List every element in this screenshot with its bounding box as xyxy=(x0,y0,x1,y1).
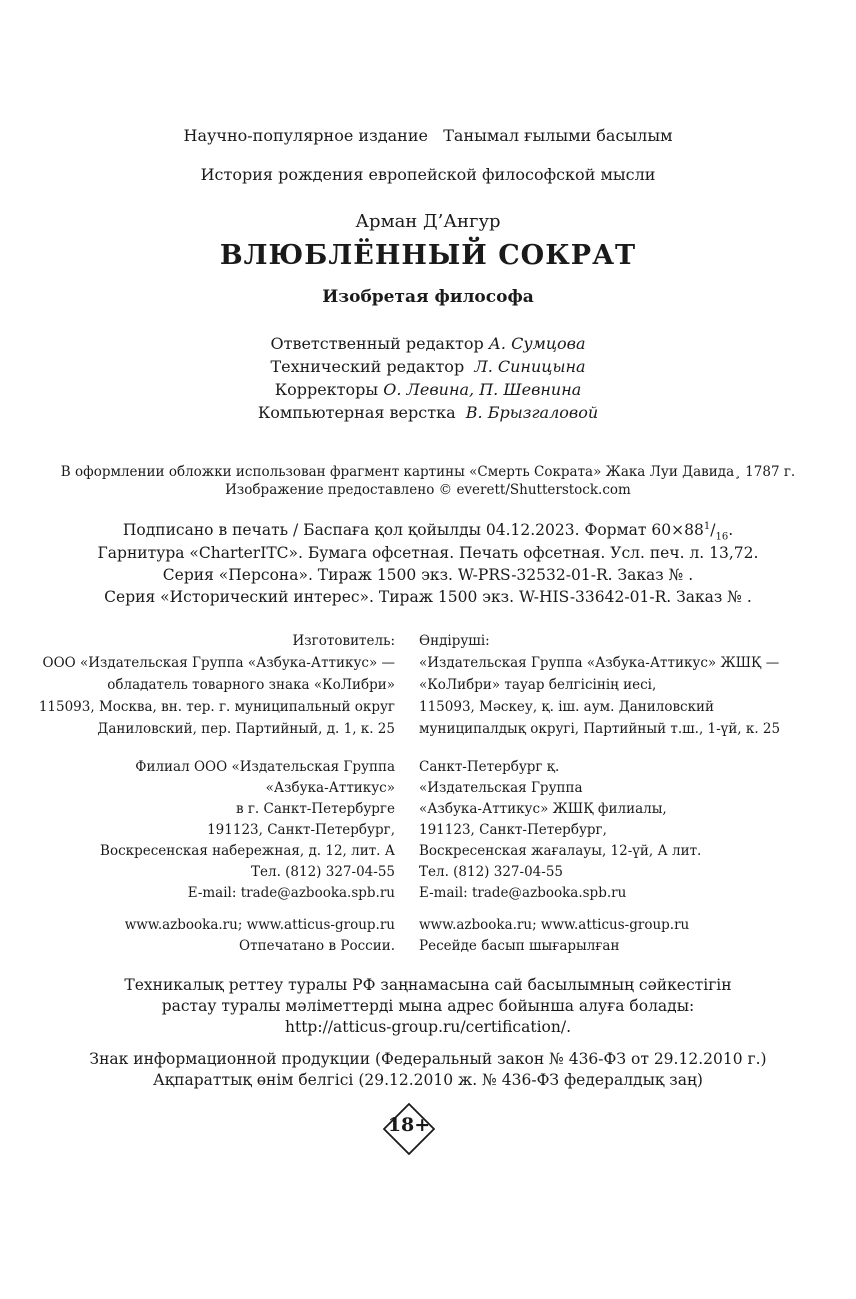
manufacturer-ru-line: обладатель товарного знака «КоЛибри» xyxy=(107,677,395,693)
branch-kz-line: Воскресенская жағалауы, 12-үй, А лит. xyxy=(419,843,702,859)
cover-note-line1: В оформлении обложки использован фрагмент картины «Смерть Сократа» Жака Луи Давида¸ 1787 г. xyxy=(60,464,796,480)
branch-kz-line: «Азбука-Аттикус» ЖШҚ филиалы, xyxy=(419,801,667,817)
info-mark-kz: Ақпараттық өнім белгісі (29.12.2010 ж. № 436-ФЗ федералдық заң) xyxy=(153,1071,703,1089)
edition-type-line xyxy=(0,126,856,145)
branch-kz-line: «Издательская Группа xyxy=(419,780,583,796)
web-kz-links[interactable]: www.azbooka.ru; www.atticus-group.ru xyxy=(419,917,690,933)
manufacturer-kz-line: 115093, Мәскеу, қ. іш. аум. Даниловский xyxy=(419,699,715,715)
manufacturer-ru-line: Даниловский, пер. Партийный, д. 1, к. 25 xyxy=(97,721,395,737)
print-line1-prefix: Подписано в печать / Баспаға қол қойылды 04.12.2023. Формат 60×88 xyxy=(122,521,704,540)
credit-line xyxy=(0,403,856,422)
branch-kz-line: Санкт-Петербург қ. xyxy=(419,759,560,775)
branch-ru-line: «Азбука-Аттикус» xyxy=(265,780,395,796)
manufacturer-kz-line: Өндіруші: xyxy=(419,633,490,649)
credit-name: В. Брызгаловой xyxy=(465,403,599,422)
manufacturer-kz-line: «Издательская Группа «Азбука-Аттикус» ЖШҚ — xyxy=(419,655,780,671)
certification-url[interactable]: http://atticus-group.ru/certification/. xyxy=(284,1018,571,1036)
branch-ru-line: 191123, Санкт-Петербург, xyxy=(207,822,395,838)
manufacturer-ru-line: Изготовитель: xyxy=(292,633,395,649)
credit-role: Технический редактор xyxy=(270,357,465,376)
credit-name: А. Сумцова xyxy=(488,334,586,353)
format-numerator: 1 xyxy=(703,521,711,532)
branch-kz-email[interactable]: E-mail: trade@azbooka.spb.ru xyxy=(419,885,627,901)
manufacturer-ru-line: ООО «Издательская Группа «Азбука-Аттикус» — xyxy=(42,655,395,671)
manufacturer-kz-line: муниципалдық округі, Партийный т.ш., 1-үй, к. 25 xyxy=(419,721,781,737)
credit-role: Ответственный редактор xyxy=(270,334,484,353)
manufacturer-kz-line: «КоЛибри» тауар белгісінің иесі, xyxy=(419,677,657,693)
print-line2: Гарнитура «CharterITC». Бумага офсетная. Печать офсетная. Усл. печ. л. 13,72. xyxy=(97,544,759,562)
branch-ru-line: Воскресенская набережная, д. 12, лит. А xyxy=(100,843,395,859)
manufacturer-ru-line: 115093, Москва, вн. тер. г. муниципальный округ xyxy=(38,699,395,715)
printed-in-ru: Отпечатано в России. xyxy=(239,938,395,954)
credit-role: Корректоры xyxy=(274,380,379,399)
credit-line xyxy=(0,380,856,399)
print-line1: Подписано в печать / Баспаға қол қойылды 04.12.2023. Формат $60\times 88^1/_{16}$. xyxy=(122,521,734,543)
book-title: ВЛЮБЛЁННЫЙ СОКРАТ xyxy=(219,240,637,271)
web-ru-links[interactable]: www.azbooka.ru; www.atticus-group.ru xyxy=(124,917,395,933)
edition-type-ru: Научно-популярное издание xyxy=(183,126,428,145)
author: Арман Д’Ангур xyxy=(355,211,501,232)
credit-line xyxy=(0,334,856,353)
print-line4: Серия «Исторический интерес». Тираж 1500 экз. W-HIS-33642-01-R. Заказ № . xyxy=(104,588,752,606)
edition-type-kz: Танымал ғылыми басылым xyxy=(443,126,673,145)
certification-line: растау туралы мәліметтерді мына адрес бойынша алуға болады: xyxy=(161,997,695,1015)
branch-ru-email[interactable]: E-mail: trade@azbooka.spb.ru xyxy=(187,885,395,901)
print-line3: Серия «Персона». Тираж 1500 экз. W-PRS-32532-01-R. Заказ № . xyxy=(162,566,694,584)
cover-note-line2: Изображение предоставлено © everett/Shutterstock.com xyxy=(225,482,631,498)
book-subtitle: Изобретая философа xyxy=(322,287,534,307)
credit-name: Л. Синицына xyxy=(474,357,586,376)
branch-kz-line: 191123, Санкт-Петербург, xyxy=(419,822,607,838)
format-denominator: 16 xyxy=(715,531,729,543)
branch-kz-line: Тел. (812) 327-04-55 xyxy=(419,864,563,880)
branch-ru-line: Тел. (812) 327-04-55 xyxy=(251,864,395,880)
credit-role: Компьютерная верстка xyxy=(257,403,456,422)
credit-line xyxy=(0,357,856,376)
print-line1-suffix: . xyxy=(728,521,734,540)
branch-ru-line: Филиал ООО «Издательская Группа xyxy=(135,759,395,775)
credit-name: О. Левина, П. Шевнина xyxy=(383,380,582,399)
branch-ru-line: в г. Санкт-Петербурге xyxy=(235,801,395,817)
certification-line: Техникалық реттеу туралы РФ заңнамасына сай басылымның сәйкестігін xyxy=(124,976,732,994)
info-mark-ru: Знак информационной продукции (Федеральный закон № 436-ФЗ от 29.12.2010 г.) xyxy=(89,1050,767,1068)
series-line: История рождения европейской философской мысли xyxy=(200,165,656,184)
age-rating: 18+ xyxy=(387,1114,431,1136)
printed-in-kz: Ресейде басып шығарылған xyxy=(419,938,620,954)
